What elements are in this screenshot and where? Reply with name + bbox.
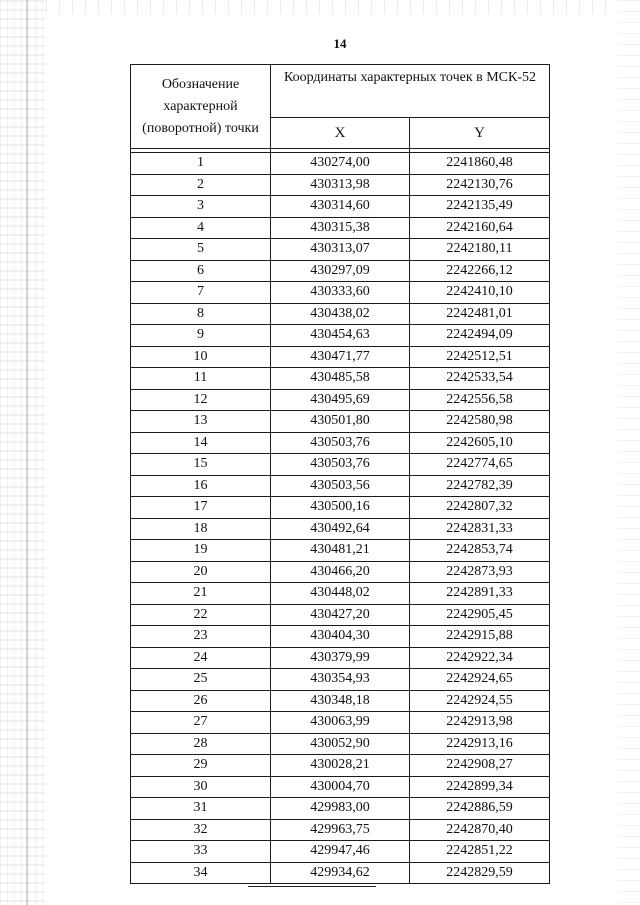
point-number-cell: 34 [131,862,271,884]
point-number-cell: 30 [131,776,271,798]
table-row [131,862,550,884]
x-coordinate-cell: 430501,80 [271,411,410,433]
point-number-cell: 20 [131,561,271,583]
x-coordinate-cell: 430466,20 [271,561,410,583]
x-coordinate-cell: 429983,00 [271,798,410,820]
y-coordinate-cell: 2242782,39 [410,475,550,497]
x-coordinate-cell: 430313,98 [271,174,410,196]
table-row [131,540,550,562]
y-coordinate-cell: 2242908,27 [410,755,550,777]
table-row [131,583,550,605]
table-row [131,475,550,497]
point-number-cell: 31 [131,798,271,820]
y-coordinate-cell: 2242853,74 [410,540,550,562]
x-coordinate-cell: 430313,07 [271,239,410,261]
table-row [131,518,550,540]
y-coordinate-cell: 2242915,88 [410,626,550,648]
x-coordinate-cell: 430485,58 [271,368,410,390]
point-number-cell: 19 [131,540,271,562]
y-coordinate-cell: 2242807,32 [410,497,550,519]
header-y: Y [410,118,550,149]
point-number-cell: 7 [131,282,271,304]
footnote-rule [248,886,376,887]
y-coordinate-cell: 2242891,33 [410,583,550,605]
point-number-cell: 10 [131,346,271,368]
scan-edge-left [0,0,46,905]
table-row [131,282,550,304]
table-row [131,841,550,863]
table-row [131,626,550,648]
table-row [131,217,550,239]
y-coordinate-cell: 2242494,09 [410,325,550,347]
y-coordinate-cell: 2242580,98 [410,411,550,433]
x-coordinate-cell: 429934,62 [271,862,410,884]
x-coordinate-cell: 430297,09 [271,260,410,282]
y-coordinate-cell: 2242410,10 [410,282,550,304]
y-coordinate-cell: 2242905,45 [410,604,550,626]
point-number-cell: 17 [131,497,271,519]
x-coordinate-cell: 430503,76 [271,454,410,476]
x-coordinate-cell: 430004,70 [271,776,410,798]
x-coordinate-cell: 430404,30 [271,626,410,648]
x-coordinate-cell: 430333,60 [271,282,410,304]
table-row [131,153,550,175]
y-coordinate-cell: 2242851,22 [410,841,550,863]
x-coordinate-cell: 430495,69 [271,389,410,411]
table-row [131,712,550,734]
table-row [131,454,550,476]
y-coordinate-cell: 2242899,34 [410,776,550,798]
point-number-cell: 16 [131,475,271,497]
point-number-cell: 13 [131,411,271,433]
point-number-cell: 32 [131,819,271,841]
y-coordinate-cell: 2242266,12 [410,260,550,282]
table-row [131,776,550,798]
table-row [131,389,550,411]
page-number: 14 [333,36,347,51]
point-number-cell: 23 [131,626,271,648]
y-coordinate-cell: 2242533,54 [410,368,550,390]
y-coordinate-cell: 2241860,48 [410,153,550,175]
table-row [131,368,550,390]
table-row [131,561,550,583]
x-coordinate-cell: 430438,02 [271,303,410,325]
y-coordinate-cell: 2242913,16 [410,733,550,755]
scan-edge-right [618,0,640,905]
x-coordinate-cell: 430063,99 [271,712,410,734]
point-number-cell: 21 [131,583,271,605]
x-coordinate-cell: 430503,56 [271,475,410,497]
table-row [131,755,550,777]
y-coordinate-cell: 2242886,59 [410,798,550,820]
point-number-cell: 15 [131,454,271,476]
point-number-cell: 29 [131,755,271,777]
point-number-cell: 8 [131,303,271,325]
coordinates-table-container [130,64,549,884]
x-coordinate-cell: 430274,00 [271,153,410,175]
x-coordinate-cell: 430454,63 [271,325,410,347]
table-row [131,819,550,841]
point-number-cell: 24 [131,647,271,669]
point-number-cell: 2 [131,174,271,196]
table-row [131,303,550,325]
point-number-cell: 3 [131,196,271,218]
y-coordinate-cell: 2242873,93 [410,561,550,583]
point-number-cell: 28 [131,733,271,755]
table-row [131,690,550,712]
table-row [131,432,550,454]
table-row [131,411,550,433]
point-number-cell: 11 [131,368,271,390]
point-number-cell: 5 [131,239,271,261]
y-coordinate-cell: 2242481,01 [410,303,550,325]
point-number-cell: 9 [131,325,271,347]
point-number-cell: 25 [131,669,271,691]
y-coordinate-cell: 2242556,58 [410,389,550,411]
header-coordinates: Координаты характерных точек в МСК-52 [271,65,550,118]
point-number-cell: 6 [131,260,271,282]
point-number-cell: 4 [131,217,271,239]
x-coordinate-cell: 430315,38 [271,217,410,239]
x-coordinate-cell: 430500,16 [271,497,410,519]
x-coordinate-cell: 430503,76 [271,432,410,454]
scan-edge-top [46,0,618,14]
x-coordinate-cell: 429947,46 [271,841,410,863]
x-coordinate-cell: 430052,90 [271,733,410,755]
x-coordinate-cell: 430448,02 [271,583,410,605]
x-coordinate-cell: 430379,99 [271,647,410,669]
table-row [131,196,550,218]
y-coordinate-cell: 2242924,55 [410,690,550,712]
table-row [131,239,550,261]
point-number-cell: 12 [131,389,271,411]
y-coordinate-cell: 2242924,65 [410,669,550,691]
y-coordinate-cell: 2242130,76 [410,174,550,196]
table-row [131,325,550,347]
point-number-cell: 1 [131,153,271,175]
coordinates-table [130,64,550,884]
y-coordinate-cell: 2242160,64 [410,217,550,239]
point-number-cell: 14 [131,432,271,454]
table-body [131,153,550,884]
y-coordinate-cell: 2242829,59 [410,862,550,884]
x-coordinate-cell: 430427,20 [271,604,410,626]
y-coordinate-cell: 2242831,33 [410,518,550,540]
x-coordinate-cell: 430481,21 [271,540,410,562]
x-coordinate-cell: 430492,64 [271,518,410,540]
y-coordinate-cell: 2242774,65 [410,454,550,476]
table-row [131,669,550,691]
x-coordinate-cell: 430354,93 [271,669,410,691]
header-x: X [271,118,410,149]
x-coordinate-cell: 430348,18 [271,690,410,712]
header-point-designation: Обозначение характерной (поворотной) точки [131,65,271,149]
table-row [131,798,550,820]
table-row [131,346,550,368]
point-number-cell: 18 [131,518,271,540]
point-number-cell: 27 [131,712,271,734]
table-row [131,733,550,755]
x-coordinate-cell: 429963,75 [271,819,410,841]
table-row [131,647,550,669]
point-number-cell: 33 [131,841,271,863]
table-row [131,604,550,626]
table-row [131,260,550,282]
table-row [131,174,550,196]
y-coordinate-cell: 2242870,40 [410,819,550,841]
y-coordinate-cell: 2242512,51 [410,346,550,368]
y-coordinate-cell: 2242922,34 [410,647,550,669]
table-row [131,497,550,519]
y-coordinate-cell: 2242605,10 [410,432,550,454]
x-coordinate-cell: 430314,60 [271,196,410,218]
point-number-cell: 22 [131,604,271,626]
point-number-cell: 26 [131,690,271,712]
y-coordinate-cell: 2242135,49 [410,196,550,218]
y-coordinate-cell: 2242913,98 [410,712,550,734]
x-coordinate-cell: 430471,77 [271,346,410,368]
y-coordinate-cell: 2242180,11 [410,239,550,261]
x-coordinate-cell: 430028,21 [271,755,410,777]
